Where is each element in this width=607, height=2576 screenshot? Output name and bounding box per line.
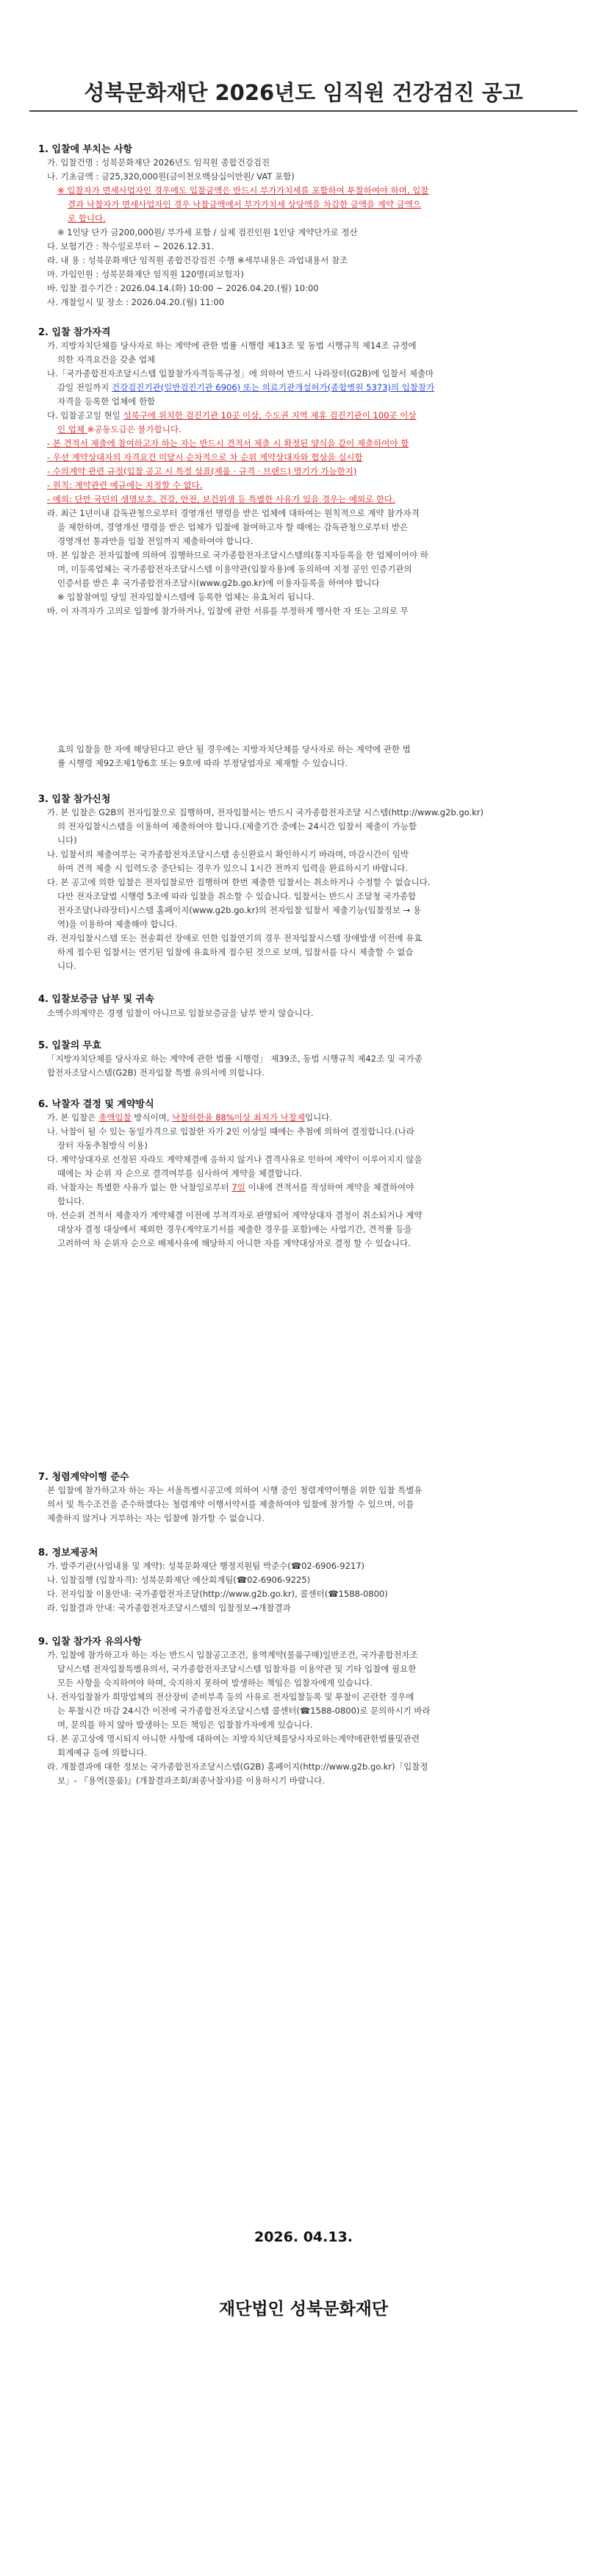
s2-item-na-3: 자격을 등록한 업체에 한함: [57, 396, 156, 407]
s1-item-ba: 바. 입찰 접수기간 : 2026.04.14.(화) 10:00 ~ 2026.04.20.(월) 10:00: [47, 283, 319, 293]
s9-item-ra-2: 보」- 『용역(물품)』(개찰결과조회/최종낙찰자)를 이용하시기 바랍니다.: [57, 1775, 325, 1786]
s5-text-2: 합전자조달시스템(G2B) 전자입찰 특별 유의서에 의합니다.: [47, 1067, 265, 1078]
section-5-heading: 5. 입찰의 무효: [38, 1040, 101, 1051]
s2-item-ma-4: ※ 입찰참여일 당일 전자입찰시스템에 등록한 업체는 유효처리 됩니다.: [57, 592, 315, 602]
s1-item-ma: 마. 가입인원 : 성북문화재단 임직원 120명(피보험자): [47, 269, 244, 279]
s2-red-note-2: - 우선 계약상대자의 자격요건 미달시 순차적으로 차 순위 계약상대자와 협상을 실시함: [47, 452, 363, 462]
s1-note-vat-2: 결과 낙찰자가 면세사업자인 경우 낙찰금액에서 부가가치세 상당액을 차감한 금액을 계약 금액으: [68, 199, 421, 210]
s6-item-ra-1: 라. 낙찰자는 특별한 사유가 없는 한 낙찰일로부터 7일 이내에 견적서를 작성하여 계약을 체결하여야: [47, 1182, 414, 1192]
s2-item-ma-1: 마. 본 입찰은 전자입찰에 의하여 집행하므로 국가종합전자조달시스템의(통지자등록을 한 업체이어야 하: [47, 550, 428, 560]
s2-item-ma-2: 며, 미등록업체는 국가종합전자조달시스템 이용약관(입찰자용)에 동의하여 지정 공인 인증기관의: [57, 564, 412, 574]
s2-license-requirement: 건강검진기관(일반검진기관 6906) 또는 의료기관개설허가(종합병원 5373)의 입찰참가: [111, 382, 435, 393]
s1-item-da: 다. 보험기간 : 착수일로부터 ~ 2026.12.31.: [47, 241, 215, 251]
s8-item-da: 다. 전자입찰 이용안내: 국가종합전자조달(http://www.g2b.go.kr), 콜센터(☎1588-0800): [47, 1589, 388, 1599]
s3-item-ga-1: 가. 본 입찰은 G2B의 전자입찰으로 집행하며, 전자입찰서는 반드시 국가종합전자조달 시스템(http://www.g2b.go.kr): [47, 807, 484, 817]
s2-item-da-1: 다. 입찰공고일 현일 성북구에 위치한 검진기관 10곳 이상, 수도권 지역 제휴 검진기관이 100곳 이상: [47, 410, 417, 421]
s2-item-da-2: 인 업체 ※공동도급은 불가합니다.: [57, 424, 182, 434]
issuing-organization: 재단법인 성북문화재단: [218, 2300, 389, 2319]
s6-item-na-1: 나. 낙찰이 될 수 있는 동일가격으로 입찰한 자가 2인 이상일 때에는 추첨에 의하여 결정합니다.(나라: [47, 1126, 414, 1137]
s9-item-da-1: 다. 본 공고상에 명시되지 아니한 사항에 대하여는 지방자치단체를당사자로하는계약에관한법률및관련: [47, 1734, 420, 1744]
s2-clinic-requirement: 성북구에 위치한 검진기관 10곳 이상, 수도권 지역 제휴 검진기관이 100곳 이상: [123, 410, 417, 421]
s6-bid-type: 총액입찰: [98, 1112, 132, 1123]
s6-item-ra-2: 합니다.: [57, 1196, 85, 1206]
s2-red-note-1: - 본 견적서 제출에 참여하고자 하는 자는 반드시 견적서 제출 시 확정된 양식을 같이 제출하여야 함: [47, 438, 409, 448]
s8-item-ra: 라. 입찰결과 안내: 국가종합전자조달시스템의 입찰정보→개찰결과: [47, 1603, 291, 1613]
s9-item-na-2: 는 투찰시간 마감 24시간 이전에 국가종합전자조달시스템 콜센터(☎1588-0800)로 문의하시기 바라: [57, 1706, 431, 1716]
s9-item-ra-1: 라. 개찰결과에 대한 정보는 국가종합전자조달시스템(G2B) 홈페이지(http://www.g2b.go.kr)「입찰정: [47, 1761, 428, 1772]
s3-item-na-1: 나. 입찰서의 제출여부는 국가종합전자조달시스템 송신완료시 확인하시기 바라며, 마감시간이 임박: [47, 849, 409, 859]
s6-item-ma-3: 고려하여 차 순위자 순으로 배제사유에 해당하지 아니한 자를 계약대상자로 결정 할 수 있습니다.: [57, 1238, 411, 1248]
s9-item-ga-2: 달시스템 전자입찰특별유의서, 국가종합전자조달시스템 입찰자를 이용약관 및 기타 입찰에 필요한: [57, 1664, 417, 1674]
s2-item-ba-3: 률 시행령 제92조제1항6호 또는 9호에 따라 부정당업자로 제재할 수 있습니다.: [57, 758, 348, 768]
s3-item-ga-2: 의 전자입찰시스템을 이용하여 제출하여야 합니다.(제출기간 중에는 24시간 입찰서 제출이 가능함: [57, 821, 417, 831]
s7-text-3: 제출하지 않거나 거부하는 자는 입찰에 참가할 수 없습니다.: [47, 1513, 265, 1523]
notice-date: 2026. 04.13.: [254, 2229, 353, 2245]
s6-award-rule: 낙찰하한율 88%이상 최저가 낙찰제: [172, 1112, 305, 1123]
s3-item-ra-2: 하게 접수된 입찰서는 연기된 입찰에 유효하게 접수된 것으로 보며, 입찰서를 다시 제출할 수 없습: [57, 947, 414, 957]
title-divider: [29, 110, 578, 112]
s6-item-na-2: 장터 자동추첨방식 이용): [57, 1140, 148, 1151]
s2-item-na-1: 나.「국가종합전자조달시스템 입찰참가자격등록규정」에 의하여 반드시 나라장터(G2B)에 입찰서 제출마: [47, 368, 434, 379]
s6-item-da-1: 다. 계약상대자로 선정된 자라도 계약체결에 응하지 않거나 결격사유로 인하여 계약이 이루어지지 않을: [47, 1154, 423, 1164]
s2-red-note-5: - 예외: 단만 국민의 생명보호, 건강, 안전, 보건위생 등 특별한 사유가 있을 경우는 예외로 한다.: [47, 494, 395, 504]
s6-item-ma-2: 대상자 결정 대상에서 제외한 경우(계약포기서를 제출한 경우를 포함)에는 사업기간, 견적률 등을: [57, 1224, 412, 1234]
s8-item-ga: 가. 발주기관(사업내용 및 계약): 성북문화재단 행정지원팀 박준수(☎02-6906-9217): [47, 1561, 365, 1571]
s5-text-1: 「지방자치단체를 당사자로 하는 계약에 관한 법률 시행령」 제39조, 동법 시행규칙 제42조 및 국가종: [47, 1053, 423, 1064]
s1-item-ra: 라. 내 용 : 성북문화재단 임직원 종합건강검진 수행 ※세부내용은 과업내용서 참조: [47, 255, 348, 265]
s1-item-ga: 가. 입찰건명 : 성북문화재단 2026년도 임직원 종합건강검진: [47, 157, 270, 168]
s2-no-joint-bid: ※공동도급은 불가합니다.: [87, 424, 182, 434]
s3-item-ra-1: 라. 전자입찰시스템 또는 전송회선 장애로 인한 입찰연기의 경우 전자입찰시스템 장애발생 이전에 유효: [47, 933, 423, 943]
s3-item-ra-3: 니다.: [57, 961, 76, 971]
s2-item-ba-1: 바. 이 자격자가 고의로 입찰에 참가하거나, 입찰에 관한 서류를 부정하게 행사한 자 또는 고의로 무: [47, 606, 409, 616]
page-title: 성북문화재단 2026년도 임직원 건강검진 공고: [84, 80, 523, 105]
section-7-heading: 7. 청렴계약이행 준수: [38, 1472, 129, 1483]
s2-red-note-3: - 수의계약 관련 규정(입찰 공고 시 특정 상표(제품 · 규격 · 브랜드) 명기가 가능한지): [47, 466, 357, 476]
s6-item-da-2: 때에는 차 순위 자 순으로 결격여부를 심사하여 계약을 체결합니다.: [57, 1168, 302, 1178]
s9-item-da-2: 회계예규 등에 의합니다.: [57, 1747, 148, 1758]
s2-item-ra-3: 경영개선 통과만을 입찰 전일까지 제출하여야 합니다.: [57, 536, 254, 546]
s2-item-ga-2: 의한 자격요건을 갖춘 업체: [57, 354, 156, 365]
section-9-heading: 9. 입찰 참가자 유의사항: [38, 1636, 142, 1647]
s3-item-da-1: 다. 본 공고에 의한 입찰은 전자입찰로만 집행하며 한번 제출한 입찰서는 취소하거나 수정할 수 없습니다.: [47, 877, 431, 887]
s9-item-na-1: 나. 전자입찰참가 희망업체의 전산장비 준비부족 등의 사유로 전자입찰등록 및 투찰이 곤란한 경우에: [47, 1692, 414, 1702]
s2-red-note-4: - 원칙: 계약관련 예규에는 지정할 수 없다.: [47, 480, 203, 490]
section-6-heading: 6. 낙찰자 결정 및 계약방식: [38, 1099, 154, 1110]
s3-item-ga-3: 니다): [57, 835, 77, 845]
s2-item-na-2: 감일 전일까지 건강검진기관(일반검진기관 6906) 또는 의료기관개설허가(종합병원 5373)의 입찰참가: [57, 382, 435, 393]
s1-item-sa: 사. 개찰일시 및 장소 : 2026.04.20.(월) 11:00: [47, 297, 225, 307]
s3-item-na-2: 하여 견적 제출 시 입력도중 중단되는 경우가 있으니 1시간 전까지 입력을 완료하시기 바랍니다.: [57, 863, 408, 873]
s6-contract-deadline: 7일: [231, 1182, 245, 1192]
s8-item-na: 나. 입찰집행 (입찰자격): 성북문화재단 예산회계팀(☎02-6906-9225): [47, 1575, 311, 1585]
s9-item-ga-3: 모든 사항을 숙지하여야 하며, 숙지하지 못하여 발생하는 책임은 입찰자에게 있습니다.: [57, 1678, 373, 1688]
s7-text-2: 의서 및 특수조건을 준수하겠다는 청렴계약 이행서약서를 제출하여야 입찰에 참가할 수 있으며, 이를: [47, 1499, 414, 1509]
section-4-heading: 4. 입찰보증금 납부 및 귀속: [38, 994, 154, 1005]
s1-note-unit-price: ※ 1인당 단가 금200,000원/ 부가세 포함 / 실제 검진인원 1인당 계약단가로 정산: [57, 227, 358, 237]
s1-note-vat-3: 로 합니다.: [68, 213, 106, 223]
s2-item-ma-3: 인증서를 받은 후 국가종합전자조달시(www.g2b.go.kr)에 이용자등록을 하여야 합니다: [57, 578, 380, 588]
s2-item-ba-2: 효의 입찰을 한 자에 해당된다고 판단 될 경우에는 지방자치단체를 당사자로 하는 계약에 관한 법: [57, 744, 411, 754]
s9-item-na-3: 며, 문의를 하지 않아 발생하는 모든 책임은 입찰참가자에게 있습니다.: [57, 1720, 313, 1730]
section-8-heading: 8. 정보제공처: [38, 1548, 98, 1559]
s2-item-ra-1: 라. 최근 1년이내 감독관청으로부터 경영개선 명령을 받은 업체에 대하여는 원칙적으로 계약 참가자격: [47, 508, 420, 518]
s2-item-ga-1: 가. 지방자치단체를 당사자로 하는 계약에 관한 법률 시행령 제13조 및 동법 시행규칙 제14조 규정에: [47, 340, 417, 351]
s1-item-na: 나. 기초금액 : 금25,320,000원(금이천오백삼십이만원/ VAT 포함): [47, 171, 295, 182]
s3-item-da-2: 다만 전자조달법 시행령 5조에 따라 입찰을 취소할 수 있습니다. 입찰서는 반드시 조달청 국가종합: [57, 891, 417, 901]
section-3-heading: 3. 입찰 참가신청: [38, 794, 111, 805]
s4-text: 소액수의계약은 경쟁 입찰이 아니므로 입찰보증금을 납부 받지 않습니다.: [47, 1008, 314, 1018]
s3-item-da-3: 전자조달(나라장터)시스템 홈페이지(www.g2b.go.kr)의 전자입찰 입찰서 제출기능(입찰정보 → 용: [57, 905, 422, 915]
section-2-heading: 2. 입찰 참가자격: [38, 327, 111, 338]
s6-item-ma-1: 마. 선순위 견적서 제출자가 계약체결 이전에 부적격자로 판명되어 계약상대자 결정이 취소되거나 계약: [47, 1210, 423, 1220]
section-1-heading: 1. 입찰에 부치는 사항: [38, 144, 133, 155]
s9-item-ga-1: 가. 입찰에 참가하고자 하는 자는 반드시 입찰공고조건, 용역계약(물품구매)일반조건, 국가종합전자조: [47, 1650, 418, 1660]
s3-item-da-4: 역)을 이용하여 제출해야 합니다.: [57, 919, 178, 929]
s1-note-vat-1: ※ 입찰자가 면세사업자인 경우에도 입찰금액은 반드시 부가가치세를 포함하여 투찰하여야 하며, 입찰: [57, 185, 429, 196]
s6-item-ga: 가. 본 입찰은 총액입찰 방식이며, 낙찰하한율 88%이상 최저가 낙찰제입니다.: [47, 1112, 332, 1123]
s7-text-1: 본 입찰에 참가하고자 하는 자는 서울특별시공고에 의하여 시행 중인 청렴계약이행을 위한 입찰 특별유: [47, 1485, 423, 1495]
s2-item-ra-2: 을 제한하며, 경영개선 명령을 받은 업체가 입찰에 참여하고자 할 때에는 감독관청으로부터 받은: [57, 522, 409, 532]
